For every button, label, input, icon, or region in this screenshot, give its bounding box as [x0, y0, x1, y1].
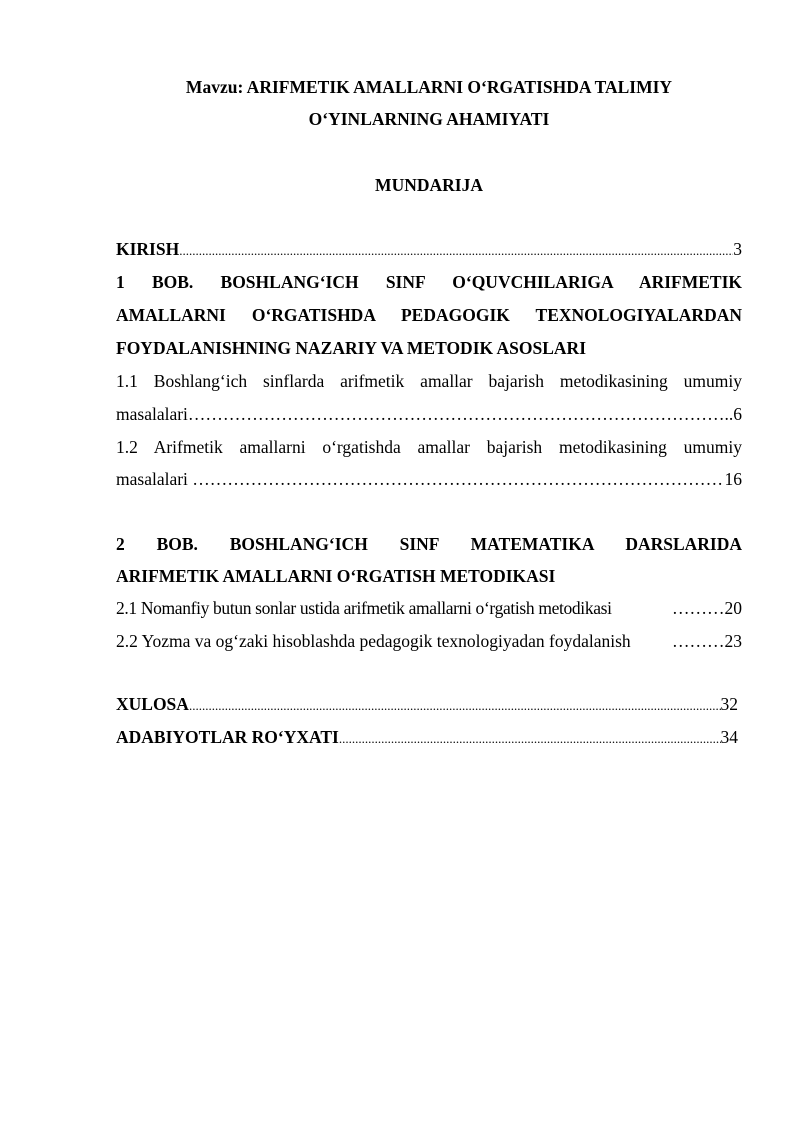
toc-xulosa-label: XULOSA	[116, 694, 189, 714]
toc-adabiyotlar-leader	[339, 729, 721, 749]
toc-section-2-1	[116, 598, 742, 624]
document-title-line-1: Mavzu: ARIFMETIK AMALLARNI O‘RGATISHDA TALIMIY	[185, 77, 673, 97]
toc-chapter1-line-2: AMALLARNI O‘RGATISHDA PEDAGOGIK TEXNOLOGIYALARDAN	[116, 305, 742, 325]
toc-section-1-1-line-2	[116, 404, 742, 424]
toc-adabiyotlar-label: ADABIYOTLAR RO‘YXATI	[116, 727, 339, 747]
toc-entry-kirish	[116, 239, 742, 261]
toc-chapter1-line-1: 1 BOB. BOSHLANG‘ICH SINF O‘QUVCHILARIGA ARIFMETIK	[116, 272, 742, 292]
document-title-line-2: O‘YINLARNING AHAMIYATI	[308, 109, 550, 129]
toc-section-1-1-leader	[188, 404, 725, 424]
toc-section-1-2-page: 16	[724, 469, 742, 489]
toc-chapter2-line-2: ARIFMETIK AMALLARNI O‘RGATISH METODIKASI	[116, 566, 556, 586]
toc-section-1-2-line-1: 1.2 Arifmetik amallarni o‘rgatishda amallar bajarish metodikasining umumiy	[116, 437, 742, 457]
toc-entry-adabiyotlar	[116, 727, 738, 749]
toc-section-2-2-label: 2.2 Yozma va og‘zaki hisoblashda pedagogik texnologiyadan foydalanish	[116, 631, 631, 651]
toc-section-1-2-label: masalalari	[116, 469, 193, 489]
toc-chapter2-line-1: 2 BOB. BOSHLANG‘ICH SINF MATEMATIKA DARSLARIDA	[116, 534, 742, 554]
toc-chapter1-line-3: FOYDALANISHNING NAZARIY VA METODIK ASOSLARI	[116, 338, 587, 358]
toc-section-1-2-leader	[192, 469, 724, 489]
toc-section-1-1-page: ..6	[724, 404, 742, 424]
toc-section-1-2-line-2	[116, 469, 742, 489]
toc-section-1-1-line-1: 1.1 Boshlang‘ich sinflarda arifmetik amallar bajarish metodikasining umumiy	[116, 371, 742, 391]
toc-section-2-1-label: 2.1 Nomanfiy butun sonlar ustida arifmetik amallarni o‘rgatish metodikasi	[116, 598, 612, 618]
toc-kirish-leader	[179, 241, 733, 261]
toc-kirish-label: KIRISH	[116, 239, 180, 259]
toc-section-1-1-label: masalalari	[116, 404, 188, 424]
toc-xulosa-leader	[189, 696, 721, 716]
toc-adabiyotlar-page: 34	[720, 727, 738, 747]
toc-section-2-2-page: ………23	[672, 631, 742, 651]
toc-kirish-page: 3	[733, 239, 742, 259]
toc-section-2-1-page: ………20	[672, 598, 742, 618]
toc-section-2-2	[116, 631, 742, 657]
toc-entry-xulosa	[116, 694, 738, 716]
toc-xulosa-page: 32	[720, 694, 738, 714]
contents-heading: MUNDARIJA	[375, 175, 483, 195]
